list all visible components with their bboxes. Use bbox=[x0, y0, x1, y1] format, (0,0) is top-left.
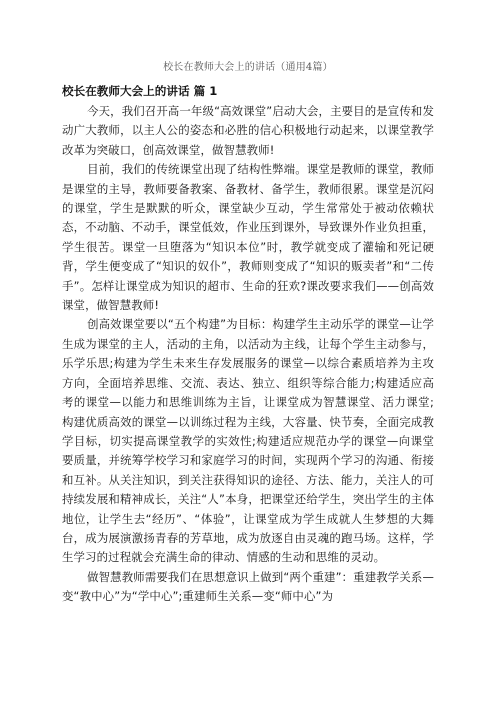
paragraph-current-problems: 目前，我们的传统课堂出现了结构性弊端。课堂是教师的课堂，教师是课堂的主导，教师要备教案、备教材、备学生，教师很累。课堂是沉闷的课堂，学生是默默的听众，课堂缺少互动，学生常常处于被动依赖状态，不动脑、不动手，课堂低效，作业压到课外，导致课外作业负担重，学生很苦。课堂一旦堕落为“知识本位”时，教学就变成了灌输和死记硬背，学生便变成了“知识的奴仆”，教师则变成了“知识的贩卖者”和“二传手”。怎样让课堂成为知识的超市、生命的狂欢?课改要求我们——创高效课堂，做智慧教师! bbox=[62, 162, 434, 313]
paragraph-five-constructions: 创高效课堂要以“五个构建”为目标：构建学生主动乐学的课堂—让学生成为课堂的主人，活动的主角，以活动为主线，让每个学生主动参与，乐学乐思;构建为学生未来生存发展服务的课堂—以综合素质培养为主攻方向，全面培养思维、交流、表达、独立、组织等综合能力;构建适应高考的课堂—以能力和思维训练为主旨，让课堂成为智慧课堂、活力课堂;构建优质高效的课堂—以训练过程为主线，大容量、快节奏，全面完成教学目标，切实提高课堂教学的实效性;构建适应规范办学的课堂—向课堂要质量，并统筹学校学习和家庭学习的时间，实现两个学习的沟通、衔接和互补。从关注知识，到关注获得知识的途径、方法、能力，关注人的可持续发展和精神成长，关注“人”本身，把课堂还给学生，突出学生的主体地位，让学生去“经历”、“体验”，让课堂成为学生成就人生梦想的大舞台，成为展演激扬青春的芳草地，成为放逐自由灵魂的跑马场。这样，学生学习的过程就会充满生命的律动、情感的生动和思维的灵动。 bbox=[62, 317, 434, 565]
section-title: 校长在教师大会上的讲话 篇 1 bbox=[62, 84, 218, 98]
paragraph-smart-teacher: 做智慧教师需要我们在思想意识上做到“两个重建”：重建教学关系—变“教中心”为“学中心”;重建师生关系—变“师中心”为 bbox=[62, 569, 434, 604]
paragraph-intro: 今天，我们召开高一年级“高效课堂”启动大会，主要目的是宣传和发动广大教师，以主人公的姿态和必胜的信心积极地行动起来，以课堂教学改革为突破口，创高效课堂，做智慧教师! bbox=[62, 104, 434, 157]
document-body bbox=[62, 82, 434, 607]
document-header: 校长在教师大会上的讲话（通用4篇） bbox=[163, 62, 333, 73]
